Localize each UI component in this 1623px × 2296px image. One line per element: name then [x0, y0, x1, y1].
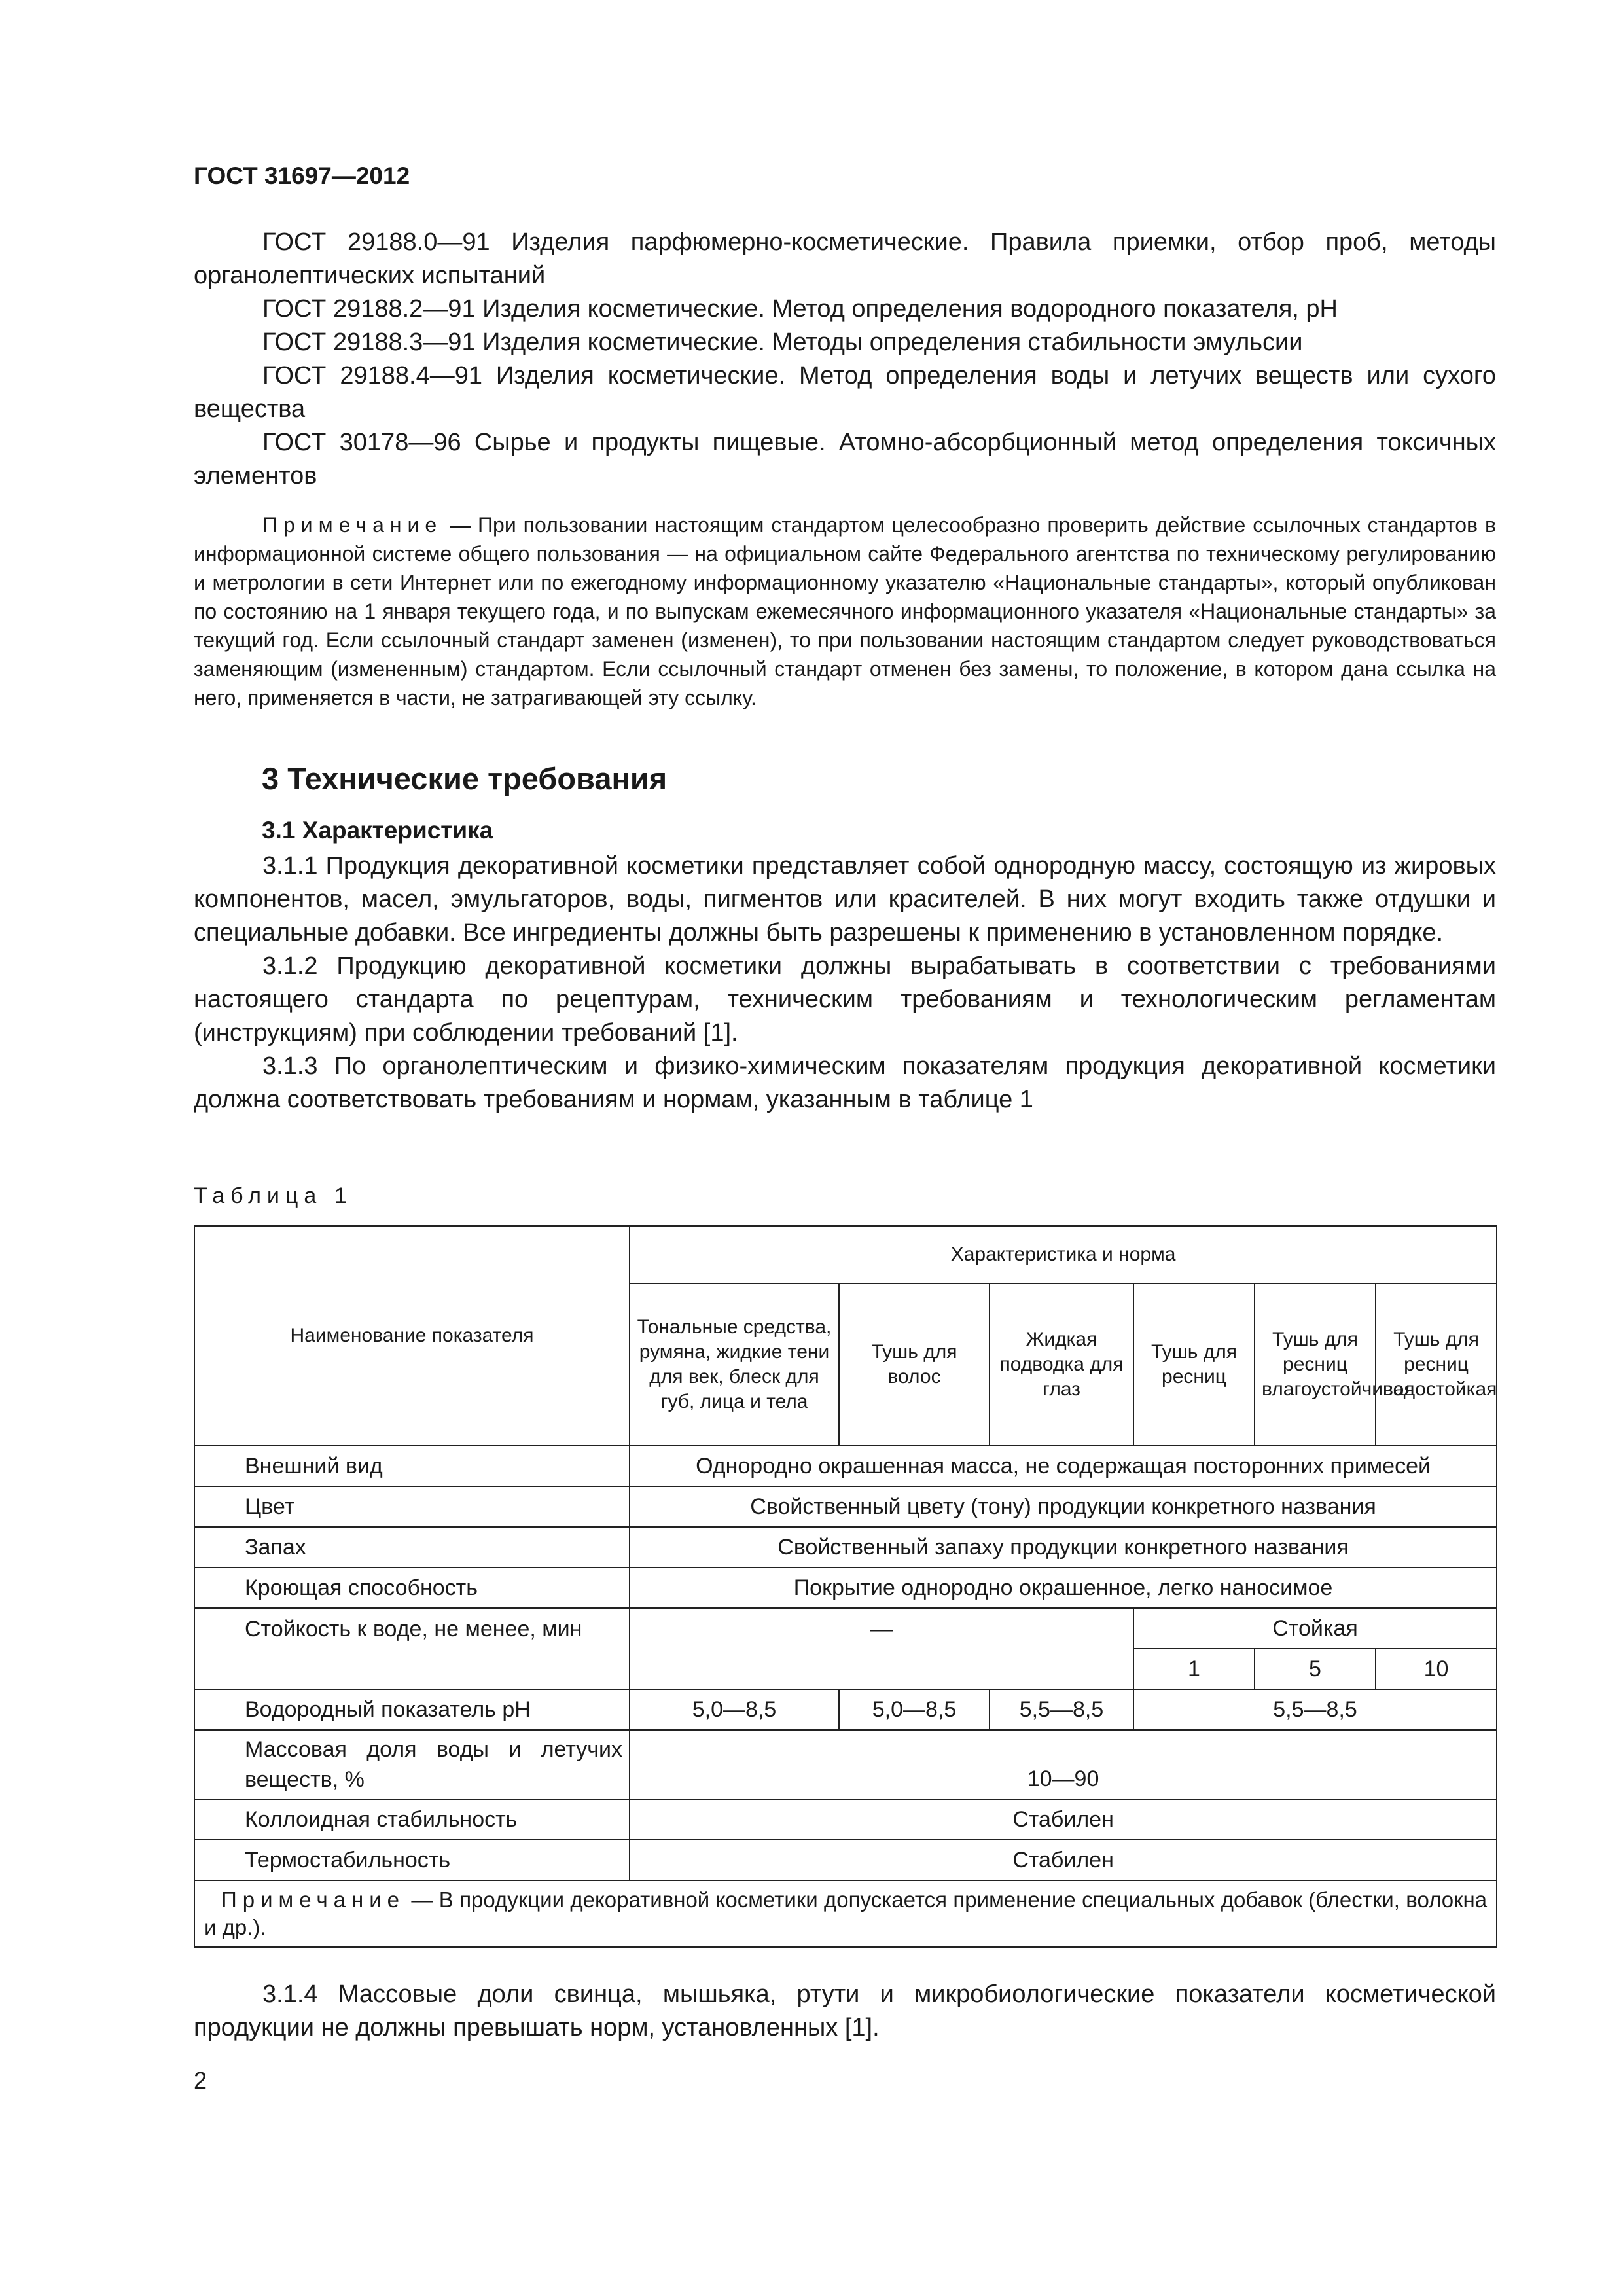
table-row [194, 1446, 1497, 1486]
row-name: Внешний вид [194, 1446, 630, 1486]
section-body [194, 850, 1496, 1117]
cell-value: 5,5—8,5 [990, 1689, 1133, 1730]
row-name: Цвет [194, 1486, 630, 1527]
table-caption: Таблица 1 [194, 1183, 353, 1208]
row-value: Покрытие однородно окрашенное, легко наносимое [630, 1568, 1497, 1608]
header-characteristic-group: Характеристика и норма [630, 1226, 1497, 1283]
table-row [194, 1689, 1497, 1730]
document-header: ГОСТ 31697—2012 [194, 162, 410, 189]
section-title: 3 Технические требования [262, 761, 668, 796]
row-value: Свойственный цвету (тону) продукции конкретного названия [630, 1486, 1497, 1527]
paragraph: 3.1.4 Массовые доли свинца, мышьяка, ртути и микробиологические показатели косметической продукции не должны превышать норм, установленных [1]. [194, 1981, 1496, 2041]
row-name: Кроющая способность [194, 1568, 630, 1608]
table-note-label: Примечание [221, 1888, 406, 1912]
cell-value: 5 [1255, 1649, 1376, 1689]
cell-value: 10 [1376, 1649, 1497, 1689]
row-value: Стабилен [630, 1799, 1497, 1840]
requirements-table [194, 1225, 1497, 1948]
row-value: Однородно окрашенная масса, не содержащая посторонних примесей [630, 1446, 1497, 1486]
row-value: 10—90 [630, 1730, 1497, 1799]
header-col-mascara: Тушь для ресниц [1133, 1283, 1255, 1446]
references-note [194, 511, 1496, 712]
table-row [194, 1486, 1497, 1527]
header-col-hair-mascara: Тушь для волос [839, 1283, 990, 1446]
paragraph: 3.1.2 Продукцию декоративной косметики должны вырабатывать в соответствии с требованиями настоящего стандарта по рецептурам, техническим требованиям и технологическим регламентам (инструкциям) при соблюдении требований [1]. [194, 952, 1496, 1047]
note-label: Примечание [262, 513, 443, 537]
reference-item: ГОСТ 30178—96 Сырье и продукты пищевые. Атомно-абсорбционный метод определения токсичных элементов [194, 429, 1496, 490]
row-name: Водородный показатель pH [194, 1689, 630, 1730]
row-name: Запах [194, 1527, 630, 1568]
table-row [194, 1730, 1497, 1799]
header-col-mascara-moisture-resistant: Тушь для ресниц влагоустойчивая [1255, 1283, 1376, 1446]
subsection-title: 3.1 Характеристика [262, 817, 493, 844]
page-number: 2 [194, 2067, 207, 2094]
header-col-mascara-waterproof: Тушь для ресниц водостойкая [1376, 1283, 1497, 1446]
references-list [194, 226, 1496, 493]
cell-value: 5,0—8,5 [630, 1689, 839, 1730]
row-value: Свойственный запаху продукции конкретного названия [630, 1527, 1497, 1568]
note-text: — При пользовании настоящим стандартом целесообразно проверить действие ссылочных стандартов в информационной системе общего пользования — на официальном сайте Федерального агентства по техническому регулированию и метрологии в сети Интернет или по ежегодному информационному указателю «Национальные стандарты», который опубликован по состоянию на 1 января текущего года, и по выпускам ежемесячного информационного указателя «Национальные стандарты» за текущий год. Если ссылочный стандарт заменен (изменен), то при пользовании настоящим стандартом следует руководствоваться заменяющим (измененным) стандартом. Если ссылочный стандарт отменен без замены, то положение, в котором дана ссылка на него, применяется в части, не затрагивающей эту ссылку. [194, 513, 1496, 709]
reference-item: ГОСТ 29188.3—91 Изделия косметические. Методы определения стабильности эмульсии [262, 329, 1303, 356]
header-indicator-name: Наименование показателя [194, 1226, 630, 1446]
row-value: Стабилен [630, 1840, 1497, 1880]
cell-value: 1 [1133, 1649, 1255, 1689]
cell-value: 5,0—8,5 [839, 1689, 990, 1730]
row-name: Массовая доля воды и летучих веществ, % [194, 1730, 630, 1799]
table-row [194, 1608, 1497, 1649]
header-col-eyeliner: Жидкая подводка для глаз [990, 1283, 1133, 1446]
reference-item: ГОСТ 29188.0—91 Изделия парфюмерно-косметические. Правила приемки, отбор проб, методы органолептических испытаний [194, 228, 1496, 289]
row-value-group: Стойкая [1133, 1608, 1497, 1649]
table-row [194, 1840, 1497, 1880]
row-name: Термостабильность [194, 1840, 630, 1880]
table-note-row [194, 1880, 1497, 1947]
header-col-foundation: Тональные средства, румяна, жидкие тени для век, блеск для губ, лица и тела [630, 1283, 839, 1446]
table-row [194, 1568, 1497, 1608]
table-note [194, 1880, 1497, 1947]
paragraph: 3.1.1 Продукция декоративной косметики представляет собой однородную массу, состоящую из жировых компонентов, масел, эмульгаторов, воды, пигментов или красителей. В них могут входить также отдушки и специальные добавки. Все ингредиенты должны быть разрешены к применению в установленном порядке. [194, 852, 1496, 946]
reference-item: ГОСТ 29188.2—91 Изделия косметические. Метод определения водородного показателя, рН [262, 295, 1338, 323]
table-note-text: — В продукции декоративной косметики допускается применение специальных добавок (блестки, волокна и др.). [204, 1888, 1488, 1939]
row-value: — [630, 1608, 1133, 1689]
closing-section [194, 1978, 1496, 2045]
paragraph: 3.1.3 По органолептическим и физико-химическим показателям продукция декоративной косметики должна соответствовать требованиям и нормам, указанным в таблице 1 [194, 1052, 1496, 1113]
row-name: Стойкость к воде, не менее, мин [194, 1608, 630, 1689]
table-row [194, 1527, 1497, 1568]
cell-value: 5,5—8,5 [1133, 1689, 1497, 1730]
reference-item: ГОСТ 29188.4—91 Изделия косметические. Метод определения воды и летучих веществ или сухого вещества [194, 362, 1496, 423]
table-row [194, 1799, 1497, 1840]
row-name: Коллоидная стабильность [194, 1799, 630, 1840]
